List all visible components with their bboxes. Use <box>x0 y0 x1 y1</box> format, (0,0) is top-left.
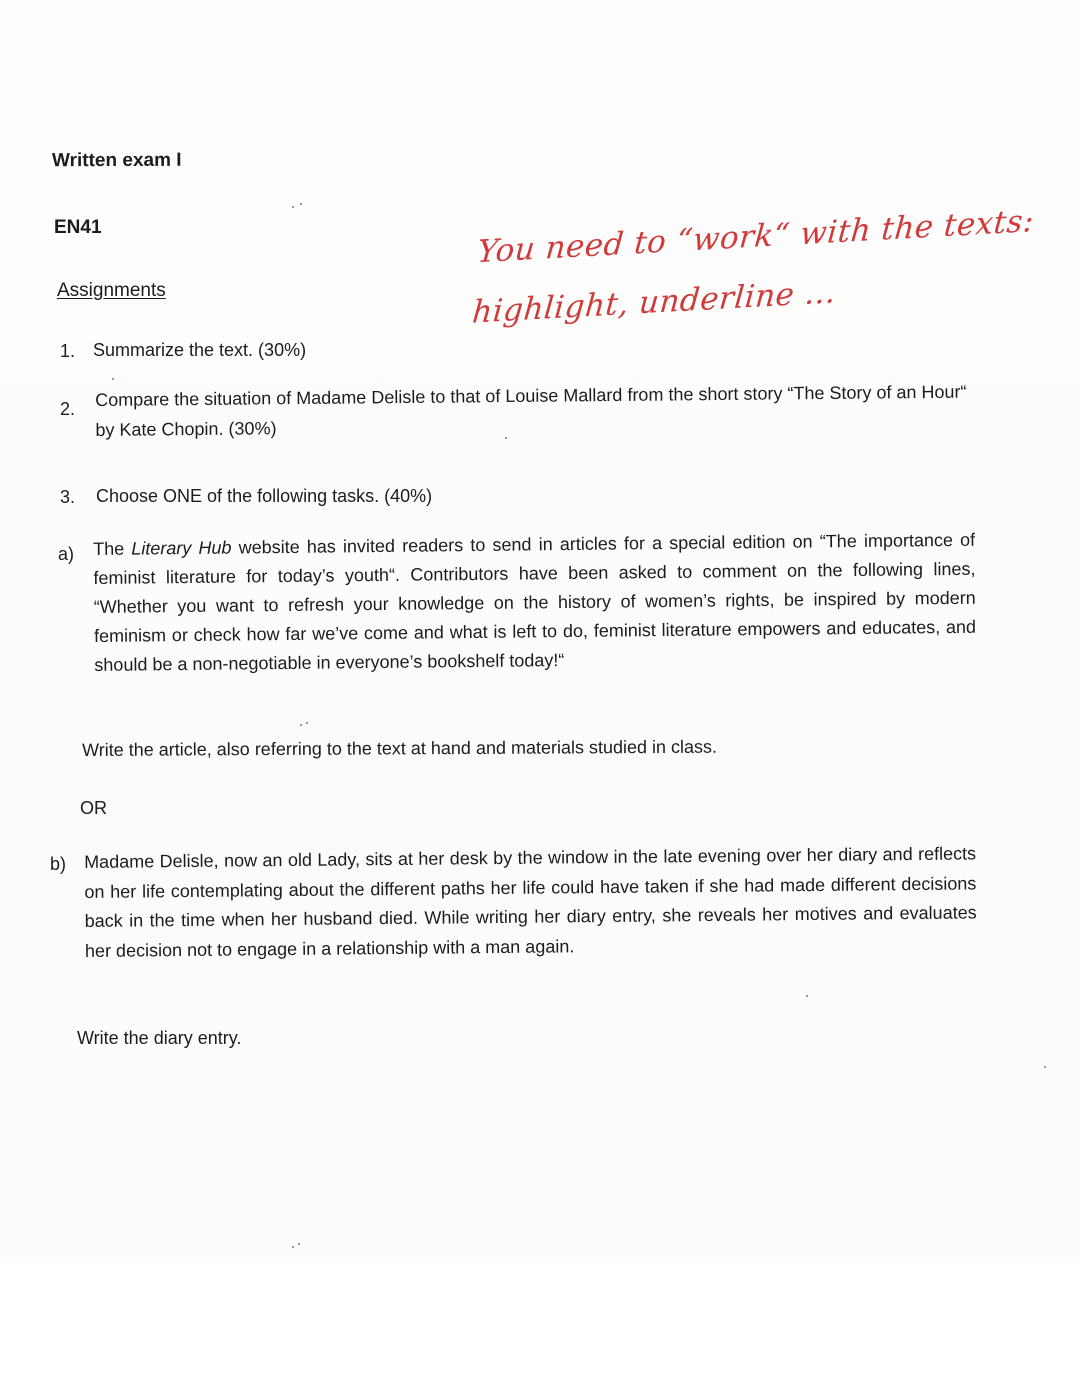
paper-speck <box>292 206 294 208</box>
option-a-prefix: The <box>93 538 132 559</box>
paper-speck <box>300 724 302 726</box>
handwritten-note-line-1: You need to “work“ with the texts: <box>475 202 1036 271</box>
or-separator: OR <box>80 798 107 818</box>
assignment-number: 2. <box>60 399 76 419</box>
option-a-body: website has invited readers to send in articles for a special edition on “The importance of feminist literature for today’s youth“. Contributors have been asked to comment on the following lines, “Whether you want to refresh your knowledge on the history of women’s rights, be inspired by modern feminism or check how far we’ve come and what is left to do, feminist literature empowers and educates, and should be a non-negotiable in everyone’s bookshelf today!“ <box>93 529 977 675</box>
exam-title: Written exam I <box>51 149 182 172</box>
assignment-text: Choose ONE of the following tasks. (40%) <box>96 486 433 506</box>
assignment-text: Compare the situation of Madame Delisle to that of Louise Mallard from the short story “The Story of an Hour“ by Kate Chopin. (30%) <box>95 381 967 440</box>
assignments-heading: Assignments <box>57 280 166 301</box>
paper-speck <box>505 437 507 439</box>
paper-speck <box>306 722 308 724</box>
paper-speck <box>112 378 114 380</box>
option-a-text <box>93 526 976 680</box>
option-a-task: Write the article, also referring to the text at hand and materials studied in class. <box>82 736 718 760</box>
option-a-label: a) <box>58 544 75 564</box>
publication-name: Literary Hub <box>131 537 232 559</box>
handwritten-note <box>470 191 1037 343</box>
paper-speck <box>292 1246 294 1248</box>
assignment-text: Summarize the text. (30%) <box>93 340 307 360</box>
handwritten-note-line-2: highlight, underline ... <box>470 274 838 331</box>
assignment-number: 1. <box>60 341 76 361</box>
paper-speck <box>298 1243 300 1245</box>
option-b-task: Write the diary entry. <box>77 1028 242 1048</box>
assignment-number: 3. <box>60 487 76 507</box>
option-b-label: b) <box>50 854 67 874</box>
page-bottom-margin <box>0 1262 1080 1397</box>
option-b-text: Madame Delisle, now an old Lady, sits at her desk by the window in the late evening over her diary and reflects on her life contemplating about the different paths her life could have taken if she had made different decisions back in the time when her husband died. While writing her diary entry, she reveals her motives and evaluates her decision not to engage in a relationship with a man again. <box>84 843 977 961</box>
paper-speck <box>1044 1066 1046 1068</box>
course-code: EN41 <box>54 217 102 238</box>
paper-speck <box>806 995 808 997</box>
paper-speck <box>300 203 302 205</box>
